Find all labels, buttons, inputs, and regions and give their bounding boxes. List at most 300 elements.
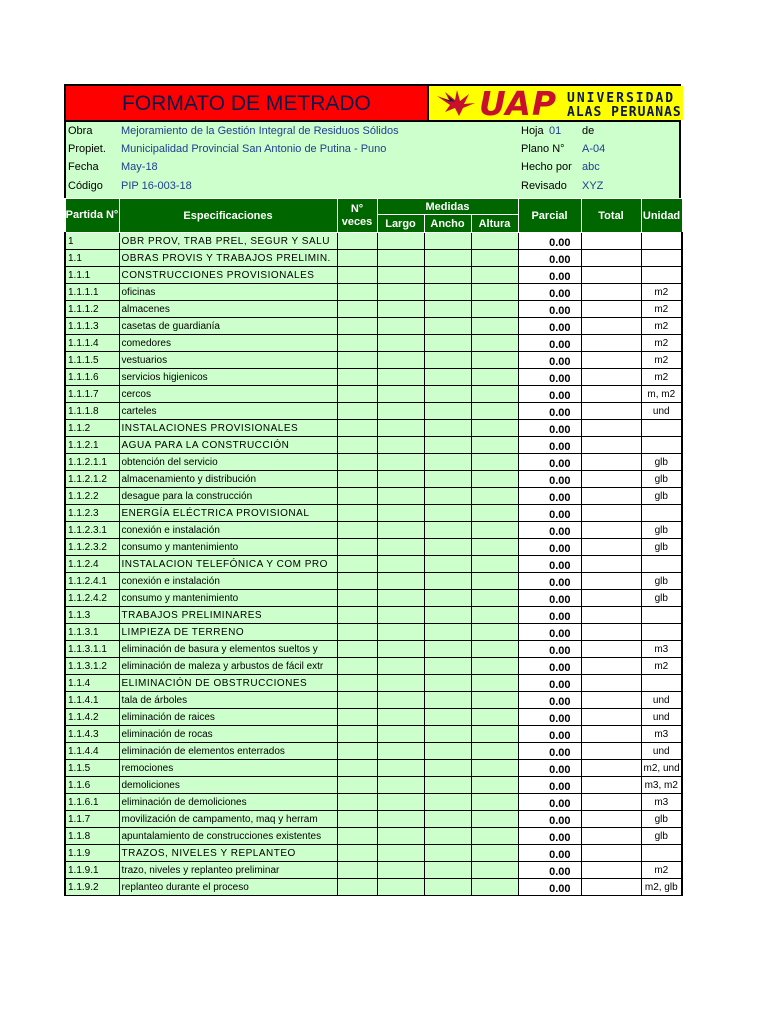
altura-cell[interactable] bbox=[471, 420, 518, 437]
spec-cell[interactable]: CONSTRUCCIONES PROVISIONALES bbox=[119, 267, 337, 284]
parcial-cell[interactable]: 0.00 bbox=[518, 301, 581, 318]
veces-cell[interactable] bbox=[337, 403, 377, 420]
spec-cell[interactable]: eliminación de basura y elementos sueltos y bbox=[119, 641, 337, 658]
partida-cell[interactable]: 1.1.9 bbox=[65, 845, 119, 862]
ancho-cell[interactable] bbox=[424, 267, 471, 284]
ancho-cell[interactable] bbox=[424, 607, 471, 624]
partida-cell[interactable]: 1.1.1.5 bbox=[65, 352, 119, 369]
unidad-cell[interactable]: glb bbox=[641, 471, 682, 488]
partida-cell[interactable]: 1.1.4.4 bbox=[65, 743, 119, 760]
unidad-cell[interactable] bbox=[641, 675, 682, 692]
spec-cell[interactable]: remociones bbox=[119, 760, 337, 777]
partida-cell[interactable]: 1.1.3.1 bbox=[65, 624, 119, 641]
total-cell[interactable] bbox=[581, 284, 641, 301]
spec-cell[interactable]: obtención del servicio bbox=[119, 454, 337, 471]
partida-cell[interactable]: 1.1 bbox=[65, 250, 119, 267]
partida-cell[interactable]: 1.1.1.6 bbox=[65, 369, 119, 386]
unidad-cell[interactable]: m2 bbox=[641, 318, 682, 335]
total-cell[interactable] bbox=[581, 539, 641, 556]
largo-cell[interactable] bbox=[377, 794, 424, 811]
partida-cell[interactable]: 1.1.1.7 bbox=[65, 386, 119, 403]
ancho-cell[interactable] bbox=[424, 386, 471, 403]
spec-cell[interactable]: conexión e instalación bbox=[119, 573, 337, 590]
spec-cell[interactable]: trazo, niveles y replanteo preliminar bbox=[119, 862, 337, 879]
veces-cell[interactable] bbox=[337, 539, 377, 556]
partida-cell[interactable]: 1.1.9.1 bbox=[65, 862, 119, 879]
spec-cell[interactable]: demoliciones bbox=[119, 777, 337, 794]
altura-cell[interactable] bbox=[471, 522, 518, 539]
veces-cell[interactable] bbox=[337, 386, 377, 403]
ancho-cell[interactable] bbox=[424, 335, 471, 352]
unidad-cell[interactable]: glb bbox=[641, 828, 682, 845]
spec-cell[interactable]: OBR PROV, TRAB PREL, SEGUR Y SALU bbox=[119, 233, 337, 250]
altura-cell[interactable] bbox=[471, 250, 518, 267]
ancho-cell[interactable] bbox=[424, 658, 471, 675]
unidad-cell[interactable] bbox=[641, 607, 682, 624]
veces-cell[interactable] bbox=[337, 420, 377, 437]
altura-cell[interactable] bbox=[471, 403, 518, 420]
largo-cell[interactable] bbox=[377, 607, 424, 624]
ancho-cell[interactable] bbox=[424, 811, 471, 828]
ancho-cell[interactable] bbox=[424, 352, 471, 369]
ancho-cell[interactable] bbox=[424, 794, 471, 811]
altura-cell[interactable] bbox=[471, 352, 518, 369]
altura-cell[interactable] bbox=[471, 777, 518, 794]
veces-cell[interactable] bbox=[337, 760, 377, 777]
altura-cell[interactable] bbox=[471, 726, 518, 743]
veces-cell[interactable] bbox=[337, 488, 377, 505]
unidad-cell[interactable]: glb bbox=[641, 539, 682, 556]
parcial-cell[interactable]: 0.00 bbox=[518, 420, 581, 437]
veces-cell[interactable] bbox=[337, 590, 377, 607]
ancho-cell[interactable] bbox=[424, 641, 471, 658]
partida-cell[interactable]: 1.1.2.3.1 bbox=[65, 522, 119, 539]
partida-cell[interactable]: 1.1.1 bbox=[65, 267, 119, 284]
total-cell[interactable] bbox=[581, 641, 641, 658]
largo-cell[interactable] bbox=[377, 743, 424, 760]
altura-cell[interactable] bbox=[471, 692, 518, 709]
spec-cell[interactable]: ELIMINACIÓN DE OBSTRUCCIONES bbox=[119, 675, 337, 692]
veces-cell[interactable] bbox=[337, 658, 377, 675]
unidad-cell[interactable]: m3 bbox=[641, 641, 682, 658]
parcial-cell[interactable]: 0.00 bbox=[518, 488, 581, 505]
altura-cell[interactable] bbox=[471, 879, 518, 896]
spec-cell[interactable]: consumo y mantenimiento bbox=[119, 539, 337, 556]
parcial-cell[interactable]: 0.00 bbox=[518, 386, 581, 403]
largo-cell[interactable] bbox=[377, 454, 424, 471]
altura-cell[interactable] bbox=[471, 539, 518, 556]
altura-cell[interactable] bbox=[471, 556, 518, 573]
partida-cell[interactable]: 1.1.4.3 bbox=[65, 726, 119, 743]
unidad-cell[interactable] bbox=[641, 845, 682, 862]
total-cell[interactable] bbox=[581, 233, 641, 250]
ancho-cell[interactable] bbox=[424, 828, 471, 845]
ancho-cell[interactable] bbox=[424, 845, 471, 862]
unidad-cell[interactable]: m2 bbox=[641, 862, 682, 879]
largo-cell[interactable] bbox=[377, 386, 424, 403]
parcial-cell[interactable]: 0.00 bbox=[518, 811, 581, 828]
total-cell[interactable] bbox=[581, 488, 641, 505]
altura-cell[interactable] bbox=[471, 624, 518, 641]
total-cell[interactable] bbox=[581, 862, 641, 879]
spec-cell[interactable]: consumo y mantenimiento bbox=[119, 590, 337, 607]
parcial-cell[interactable]: 0.00 bbox=[518, 539, 581, 556]
partida-cell[interactable]: 1.1.2.4.1 bbox=[65, 573, 119, 590]
ancho-cell[interactable] bbox=[424, 726, 471, 743]
spec-cell[interactable]: cercos bbox=[119, 386, 337, 403]
parcial-cell[interactable]: 0.00 bbox=[518, 437, 581, 454]
unidad-cell[interactable]: m, m2 bbox=[641, 386, 682, 403]
altura-cell[interactable] bbox=[471, 607, 518, 624]
veces-cell[interactable] bbox=[337, 709, 377, 726]
unidad-cell[interactable]: m2 bbox=[641, 658, 682, 675]
altura-cell[interactable] bbox=[471, 743, 518, 760]
partida-cell[interactable]: 1.1.8 bbox=[65, 828, 119, 845]
unidad-cell[interactable]: und bbox=[641, 743, 682, 760]
partida-cell[interactable]: 1.1.2.2 bbox=[65, 488, 119, 505]
parcial-cell[interactable]: 0.00 bbox=[518, 879, 581, 896]
parcial-cell[interactable]: 0.00 bbox=[518, 590, 581, 607]
spec-cell[interactable]: vestuarios bbox=[119, 352, 337, 369]
veces-cell[interactable] bbox=[337, 726, 377, 743]
altura-cell[interactable] bbox=[471, 658, 518, 675]
total-cell[interactable] bbox=[581, 709, 641, 726]
unidad-cell[interactable] bbox=[641, 624, 682, 641]
partida-cell[interactable]: 1.1.2 bbox=[65, 420, 119, 437]
veces-cell[interactable] bbox=[337, 454, 377, 471]
veces-cell[interactable] bbox=[337, 845, 377, 862]
unidad-cell[interactable] bbox=[641, 556, 682, 573]
ancho-cell[interactable] bbox=[424, 301, 471, 318]
spec-cell[interactable]: OBRAS PROVIS Y TRABAJOS PRELIMIN. bbox=[119, 250, 337, 267]
altura-cell[interactable] bbox=[471, 828, 518, 845]
parcial-cell[interactable]: 0.00 bbox=[518, 471, 581, 488]
veces-cell[interactable] bbox=[337, 556, 377, 573]
parcial-cell[interactable]: 0.00 bbox=[518, 267, 581, 284]
altura-cell[interactable] bbox=[471, 471, 518, 488]
ancho-cell[interactable] bbox=[424, 403, 471, 420]
largo-cell[interactable] bbox=[377, 590, 424, 607]
partida-cell[interactable]: 1.1.1.4 bbox=[65, 335, 119, 352]
ancho-cell[interactable] bbox=[424, 284, 471, 301]
altura-cell[interactable] bbox=[471, 675, 518, 692]
unidad-cell[interactable]: m2 bbox=[641, 335, 682, 352]
spec-cell[interactable]: oficinas bbox=[119, 284, 337, 301]
largo-cell[interactable] bbox=[377, 760, 424, 777]
veces-cell[interactable] bbox=[337, 624, 377, 641]
spec-cell[interactable]: movilización de campamento, maq y herram bbox=[119, 811, 337, 828]
partida-cell[interactable]: 1.1.6 bbox=[65, 777, 119, 794]
parcial-cell[interactable]: 0.00 bbox=[518, 726, 581, 743]
veces-cell[interactable] bbox=[337, 250, 377, 267]
largo-cell[interactable] bbox=[377, 335, 424, 352]
veces-cell[interactable] bbox=[337, 743, 377, 760]
parcial-cell[interactable]: 0.00 bbox=[518, 522, 581, 539]
unidad-cell[interactable] bbox=[641, 420, 682, 437]
altura-cell[interactable] bbox=[471, 505, 518, 522]
parcial-cell[interactable]: 0.00 bbox=[518, 862, 581, 879]
spec-cell[interactable]: carteles bbox=[119, 403, 337, 420]
partida-cell[interactable]: 1.1.2.1.1 bbox=[65, 454, 119, 471]
partida-cell[interactable]: 1.1.2.1.2 bbox=[65, 471, 119, 488]
total-cell[interactable] bbox=[581, 607, 641, 624]
unidad-cell[interactable]: m2, und bbox=[641, 760, 682, 777]
total-cell[interactable] bbox=[581, 369, 641, 386]
spec-cell[interactable]: eliminación de elementos enterrados bbox=[119, 743, 337, 760]
largo-cell[interactable] bbox=[377, 573, 424, 590]
parcial-cell[interactable]: 0.00 bbox=[518, 369, 581, 386]
partida-cell[interactable]: 1.1.1.2 bbox=[65, 301, 119, 318]
spec-cell[interactable]: ENERGÍA ELÉCTRICA PROVISIONAL bbox=[119, 505, 337, 522]
ancho-cell[interactable] bbox=[424, 556, 471, 573]
largo-cell[interactable] bbox=[377, 437, 424, 454]
ancho-cell[interactable] bbox=[424, 709, 471, 726]
total-cell[interactable] bbox=[581, 845, 641, 862]
largo-cell[interactable] bbox=[377, 522, 424, 539]
ancho-cell[interactable] bbox=[424, 879, 471, 896]
total-cell[interactable] bbox=[581, 386, 641, 403]
largo-cell[interactable] bbox=[377, 284, 424, 301]
partida-cell[interactable]: 1.1.3.1.1 bbox=[65, 641, 119, 658]
veces-cell[interactable] bbox=[337, 607, 377, 624]
veces-cell[interactable] bbox=[337, 692, 377, 709]
largo-cell[interactable] bbox=[377, 879, 424, 896]
altura-cell[interactable] bbox=[471, 369, 518, 386]
altura-cell[interactable] bbox=[471, 318, 518, 335]
altura-cell[interactable] bbox=[471, 301, 518, 318]
total-cell[interactable] bbox=[581, 760, 641, 777]
altura-cell[interactable] bbox=[471, 437, 518, 454]
parcial-cell[interactable]: 0.00 bbox=[518, 760, 581, 777]
veces-cell[interactable] bbox=[337, 777, 377, 794]
ancho-cell[interactable] bbox=[424, 862, 471, 879]
total-cell[interactable] bbox=[581, 726, 641, 743]
parcial-cell[interactable]: 0.00 bbox=[518, 709, 581, 726]
ancho-cell[interactable] bbox=[424, 760, 471, 777]
parcial-cell[interactable]: 0.00 bbox=[518, 403, 581, 420]
parcial-cell[interactable]: 0.00 bbox=[518, 777, 581, 794]
unidad-cell[interactable]: glb bbox=[641, 590, 682, 607]
parcial-cell[interactable]: 0.00 bbox=[518, 505, 581, 522]
partida-cell[interactable]: 1.1.4.1 bbox=[65, 692, 119, 709]
veces-cell[interactable] bbox=[337, 811, 377, 828]
spec-cell[interactable]: INSTALACION TELEFÓNICA Y COM PRO bbox=[119, 556, 337, 573]
spec-cell[interactable]: tala de árboles bbox=[119, 692, 337, 709]
ancho-cell[interactable] bbox=[424, 624, 471, 641]
largo-cell[interactable] bbox=[377, 845, 424, 862]
total-cell[interactable] bbox=[581, 675, 641, 692]
altura-cell[interactable] bbox=[471, 573, 518, 590]
parcial-cell[interactable]: 0.00 bbox=[518, 573, 581, 590]
ancho-cell[interactable] bbox=[424, 250, 471, 267]
veces-cell[interactable] bbox=[337, 267, 377, 284]
ancho-cell[interactable] bbox=[424, 590, 471, 607]
partida-cell[interactable]: 1.1.7 bbox=[65, 811, 119, 828]
total-cell[interactable] bbox=[581, 879, 641, 896]
partida-cell[interactable]: 1.1.1.3 bbox=[65, 318, 119, 335]
unidad-cell[interactable]: m3, m2 bbox=[641, 777, 682, 794]
total-cell[interactable] bbox=[581, 454, 641, 471]
total-cell[interactable] bbox=[581, 556, 641, 573]
partida-cell[interactable]: 1.1.4.2 bbox=[65, 709, 119, 726]
partida-cell[interactable]: 1.1.3.1.2 bbox=[65, 658, 119, 675]
altura-cell[interactable] bbox=[471, 284, 518, 301]
parcial-cell[interactable]: 0.00 bbox=[518, 556, 581, 573]
altura-cell[interactable] bbox=[471, 454, 518, 471]
unidad-cell[interactable]: m2 bbox=[641, 284, 682, 301]
partida-cell[interactable]: 1.1.1.8 bbox=[65, 403, 119, 420]
partida-cell[interactable]: 1 bbox=[65, 233, 119, 250]
largo-cell[interactable] bbox=[377, 726, 424, 743]
unidad-cell[interactable]: glb bbox=[641, 454, 682, 471]
ancho-cell[interactable] bbox=[424, 233, 471, 250]
largo-cell[interactable] bbox=[377, 488, 424, 505]
parcial-cell[interactable]: 0.00 bbox=[518, 743, 581, 760]
largo-cell[interactable] bbox=[377, 301, 424, 318]
veces-cell[interactable] bbox=[337, 369, 377, 386]
total-cell[interactable] bbox=[581, 505, 641, 522]
spec-cell[interactable]: eliminación de demoliciones bbox=[119, 794, 337, 811]
total-cell[interactable] bbox=[581, 624, 641, 641]
unidad-cell[interactable]: m2 bbox=[641, 369, 682, 386]
ancho-cell[interactable] bbox=[424, 539, 471, 556]
partida-cell[interactable]: 1.1.5 bbox=[65, 760, 119, 777]
total-cell[interactable] bbox=[581, 318, 641, 335]
altura-cell[interactable] bbox=[471, 709, 518, 726]
spec-cell[interactable]: servicios higienicos bbox=[119, 369, 337, 386]
total-cell[interactable] bbox=[581, 471, 641, 488]
partida-cell[interactable]: 1.1.2.4 bbox=[65, 556, 119, 573]
spec-cell[interactable]: INSTALACIONES PROVISIONALES bbox=[119, 420, 337, 437]
partida-cell[interactable]: 1.1.3 bbox=[65, 607, 119, 624]
parcial-cell[interactable]: 0.00 bbox=[518, 624, 581, 641]
partida-cell[interactable]: 1.1.1.1 bbox=[65, 284, 119, 301]
partida-cell[interactable]: 1.1.4 bbox=[65, 675, 119, 692]
parcial-cell[interactable]: 0.00 bbox=[518, 318, 581, 335]
largo-cell[interactable] bbox=[377, 777, 424, 794]
largo-cell[interactable] bbox=[377, 641, 424, 658]
partida-cell[interactable]: 1.1.2.4.2 bbox=[65, 590, 119, 607]
total-cell[interactable] bbox=[581, 335, 641, 352]
ancho-cell[interactable] bbox=[424, 420, 471, 437]
unidad-cell[interactable] bbox=[641, 437, 682, 454]
veces-cell[interactable] bbox=[337, 352, 377, 369]
partida-cell[interactable]: 1.1.2.3.2 bbox=[65, 539, 119, 556]
largo-cell[interactable] bbox=[377, 318, 424, 335]
largo-cell[interactable] bbox=[377, 675, 424, 692]
largo-cell[interactable] bbox=[377, 505, 424, 522]
ancho-cell[interactable] bbox=[424, 454, 471, 471]
altura-cell[interactable] bbox=[471, 386, 518, 403]
spec-cell[interactable]: almacenes bbox=[119, 301, 337, 318]
largo-cell[interactable] bbox=[377, 811, 424, 828]
veces-cell[interactable] bbox=[337, 284, 377, 301]
parcial-cell[interactable]: 0.00 bbox=[518, 675, 581, 692]
largo-cell[interactable] bbox=[377, 267, 424, 284]
total-cell[interactable] bbox=[581, 777, 641, 794]
spec-cell[interactable]: eliminación de rocas bbox=[119, 726, 337, 743]
veces-cell[interactable] bbox=[337, 505, 377, 522]
unidad-cell[interactable]: glb bbox=[641, 488, 682, 505]
spec-cell[interactable]: eliminación de raices bbox=[119, 709, 337, 726]
spec-cell[interactable]: casetas de guardianía bbox=[119, 318, 337, 335]
altura-cell[interactable] bbox=[471, 488, 518, 505]
ancho-cell[interactable] bbox=[424, 488, 471, 505]
total-cell[interactable] bbox=[581, 692, 641, 709]
unidad-cell[interactable]: m2 bbox=[641, 301, 682, 318]
total-cell[interactable] bbox=[581, 352, 641, 369]
altura-cell[interactable] bbox=[471, 794, 518, 811]
largo-cell[interactable] bbox=[377, 658, 424, 675]
spec-cell[interactable]: replanteo durante el proceso bbox=[119, 879, 337, 896]
veces-cell[interactable] bbox=[337, 879, 377, 896]
veces-cell[interactable] bbox=[337, 794, 377, 811]
parcial-cell[interactable]: 0.00 bbox=[518, 607, 581, 624]
parcial-cell[interactable]: 0.00 bbox=[518, 250, 581, 267]
largo-cell[interactable] bbox=[377, 471, 424, 488]
spec-cell[interactable]: comedores bbox=[119, 335, 337, 352]
altura-cell[interactable] bbox=[471, 335, 518, 352]
unidad-cell[interactable]: und bbox=[641, 403, 682, 420]
total-cell[interactable] bbox=[581, 811, 641, 828]
unidad-cell[interactable] bbox=[641, 250, 682, 267]
largo-cell[interactable] bbox=[377, 352, 424, 369]
parcial-cell[interactable]: 0.00 bbox=[518, 335, 581, 352]
unidad-cell[interactable]: und bbox=[641, 692, 682, 709]
altura-cell[interactable] bbox=[471, 760, 518, 777]
ancho-cell[interactable] bbox=[424, 573, 471, 590]
unidad-cell[interactable]: m3 bbox=[641, 726, 682, 743]
total-cell[interactable] bbox=[581, 828, 641, 845]
unidad-cell[interactable]: m2, glb bbox=[641, 879, 682, 896]
spec-cell[interactable]: apuntalamiento de construcciones existentes bbox=[119, 828, 337, 845]
altura-cell[interactable] bbox=[471, 267, 518, 284]
partida-cell[interactable]: 1.1.2.1 bbox=[65, 437, 119, 454]
largo-cell[interactable] bbox=[377, 539, 424, 556]
unidad-cell[interactable]: glb bbox=[641, 573, 682, 590]
altura-cell[interactable] bbox=[471, 862, 518, 879]
veces-cell[interactable] bbox=[337, 437, 377, 454]
total-cell[interactable] bbox=[581, 794, 641, 811]
parcial-cell[interactable]: 0.00 bbox=[518, 454, 581, 471]
altura-cell[interactable] bbox=[471, 590, 518, 607]
largo-cell[interactable] bbox=[377, 369, 424, 386]
ancho-cell[interactable] bbox=[424, 675, 471, 692]
parcial-cell[interactable]: 0.00 bbox=[518, 845, 581, 862]
parcial-cell[interactable]: 0.00 bbox=[518, 828, 581, 845]
veces-cell[interactable] bbox=[337, 828, 377, 845]
largo-cell[interactable] bbox=[377, 828, 424, 845]
ancho-cell[interactable] bbox=[424, 777, 471, 794]
unidad-cell[interactable] bbox=[641, 267, 682, 284]
altura-cell[interactable] bbox=[471, 811, 518, 828]
largo-cell[interactable] bbox=[377, 692, 424, 709]
veces-cell[interactable] bbox=[337, 471, 377, 488]
total-cell[interactable] bbox=[581, 658, 641, 675]
unidad-cell[interactable] bbox=[641, 505, 682, 522]
largo-cell[interactable] bbox=[377, 624, 424, 641]
parcial-cell[interactable]: 0.00 bbox=[518, 352, 581, 369]
veces-cell[interactable] bbox=[337, 862, 377, 879]
partida-cell[interactable]: 1.1.9.2 bbox=[65, 879, 119, 896]
veces-cell[interactable] bbox=[337, 522, 377, 539]
veces-cell[interactable] bbox=[337, 335, 377, 352]
altura-cell[interactable] bbox=[471, 233, 518, 250]
veces-cell[interactable] bbox=[337, 318, 377, 335]
parcial-cell[interactable]: 0.00 bbox=[518, 641, 581, 658]
ancho-cell[interactable] bbox=[424, 743, 471, 760]
spec-cell[interactable]: LIMPIEZA DE TERRENO bbox=[119, 624, 337, 641]
